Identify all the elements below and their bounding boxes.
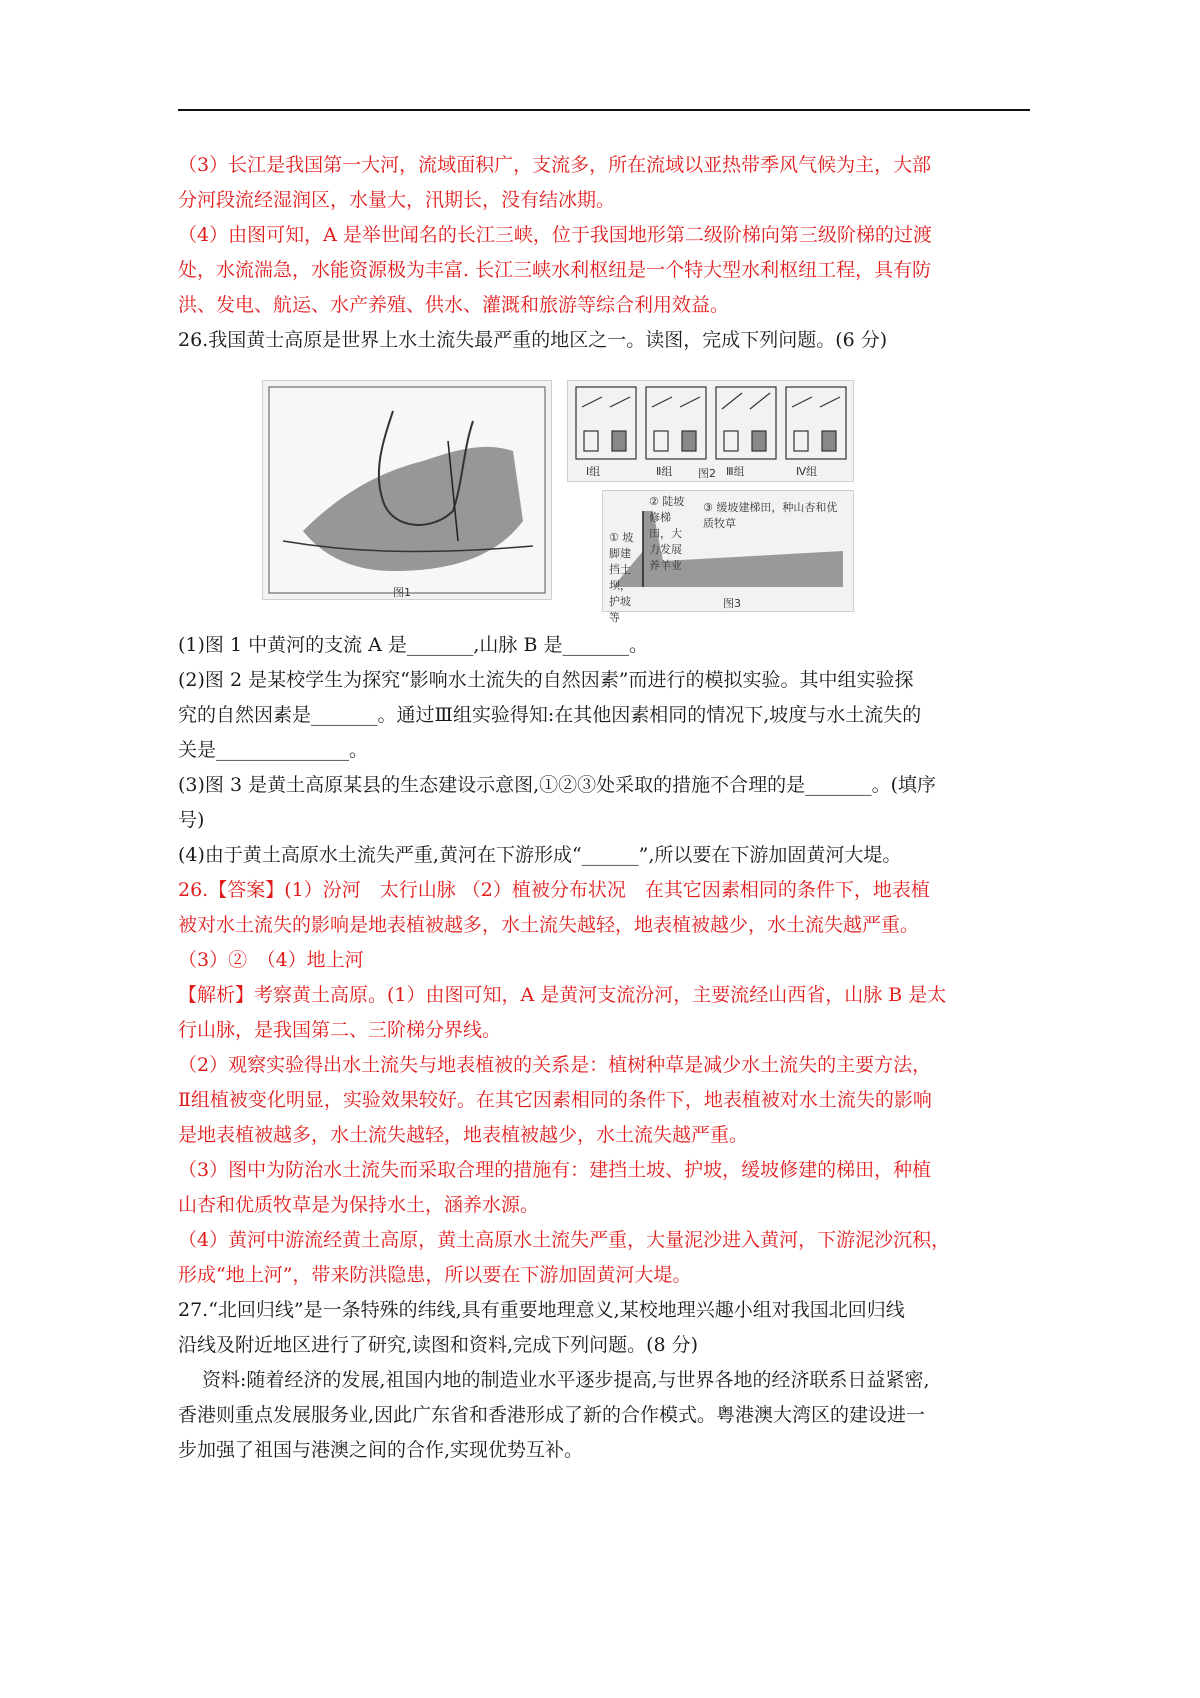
q26-part-2c: 关是______________。 — [178, 739, 369, 761]
line-2: 分河段流经湿润区，水量大，汛期长，没有结冰期。 — [178, 189, 616, 211]
answer-26-line-3: （3）② （4）地上河 — [178, 949, 364, 971]
material-line-1: 资料:随着经济的发展,祖国内地的制造业水平逐步提高,与世界各地的经济联系日益紧密, — [202, 1369, 930, 1391]
analysis-26-line-9: 形成“地上河”，带来防洪隐患，所以要在下游加固黄河大堤。 — [178, 1264, 692, 1286]
analysis-26-line-6: （3）图中为防治水土流失而采取合理的措施有：建挡土坡、护坡，缓坡修建的梯田，种植 — [178, 1159, 932, 1181]
q26-part-2b: 究的自然因素是_______。通过Ⅲ组实验得知:在其他因素相同的情况下,坡度与水土流失的 — [178, 704, 922, 726]
fig3-label-3: ③ 缓坡建梯田，种山杏和优质牧草 — [703, 501, 838, 530]
answer-26-line-2: 被对水土流失的影响是地表植被越多，水土流失越轻，地表植被越少，水土流失越严重。 — [178, 914, 920, 936]
analysis-26-line-1: 【解析】考察黄土高原。(1）由图可知，A 是黄河支流汾河，主要流经山西省，山脉 B 是太 — [178, 984, 947, 1006]
material-line-2: 香港则重点发展服务业,因此广东省和香港形成了新的合作模式。粤港澳大湾区的建设进一 — [178, 1404, 926, 1426]
line-3: （4）由图可知，A 是举世闻名的长江三峡，位于我国地形第二级阶梯向第三级阶梯的过渡 — [178, 224, 932, 246]
experiment-diagram — [568, 381, 853, 465]
fig2-group-3: Ⅲ组 — [726, 465, 745, 478]
fig2-group-1: Ⅰ组 — [586, 465, 601, 478]
analysis-26-line-5: 是地表植被越多，水土流失越轻，地表植被越少，水土流失越严重。 — [178, 1124, 749, 1146]
fig2-group-2: Ⅱ组 — [656, 465, 673, 478]
q26-part-2a: (2)图 2 是某校学生为探究“影响水土流失的自然因素”而进行的模拟实验。其中组实验探 — [178, 669, 914, 691]
line-4: 处，水流湍急，水能资源极为丰富. 长江三峡水利枢纽是一个特大型水利枢纽工程，具有防 — [178, 259, 932, 281]
figure-2-caption: 图2 — [698, 467, 716, 480]
loess-plateau-map — [263, 381, 551, 599]
fig3-label-2: ② 陡坡修梯田，大力发展养羊业 — [649, 495, 685, 572]
answer-26-line-1: 26.【答案】(1）汾河 太行山脉 （2）植被分布状况 在其它因素相同的条件下，地表植 — [178, 879, 930, 901]
analysis-26-line-8: （4）黄河中游流经黄土高原，黄土高原水土流失严重，大量泥沙进入黄河，下游泥沙沉积， — [178, 1229, 951, 1251]
line-5: 洪、发电、航运、水产养殖、供水、灌溉和旅游等综合利用效益。 — [178, 294, 730, 316]
header-rule — [178, 109, 1030, 111]
figure-3-caption: 图3 — [723, 597, 741, 610]
analysis-26-line-4: Ⅱ组植被变化明显，实验效果较好。在其它因素相同的条件下，地表植被对水土流失的影响 — [178, 1089, 932, 1111]
line-1: （3）长江是我国第一大河，流域面积广，支流多，所在流域以亚热带季风气候为主，大部 — [178, 154, 932, 176]
figure-1-caption: 图1 — [393, 586, 411, 599]
q26-part-1: (1)图 1 中黄河的支流 A 是_______,山脉 B 是_______。 — [178, 634, 648, 656]
question-27-line-2: 沿线及附近地区进行了研究,读图和资料,完成下列问题。(8 分) — [178, 1334, 699, 1356]
figure-1-map — [262, 380, 552, 600]
question-26: 26.我国黄士高原是世界上水土流失最严重的地区之一。读图，完成下列问题。(6 分) — [178, 329, 888, 351]
analysis-26-line-7: 山杏和优质牧草是为保持水土，涵养水源。 — [178, 1194, 540, 1216]
question-26-parts — [178, 628, 1030, 1468]
q26-part-4: (4)由于黄土高原水土流失严重,黄河在下游形成“______”,所以要在下游加固黄河大堤。 — [178, 844, 902, 866]
fig2-group-4: Ⅳ组 — [796, 465, 818, 478]
question-27-line-1: 27.“北回归线”是一条特殊的纬线,具有重要地理意义,某校地理兴趣小组对我国北回归线 — [178, 1299, 905, 1321]
answer-block-25 — [178, 148, 1030, 358]
material-line-3: 步加强了祖国与港澳之间的合作,实现优势互补。 — [178, 1439, 584, 1461]
figure-3-profile — [602, 490, 854, 624]
analysis-26-line-3: （2）观察实验得出水土流失与地表植被的关系是：植树种草是减少水土流失的主要方法， — [178, 1054, 932, 1076]
figure-2-experiment — [567, 380, 854, 482]
q26-part-3a: (3)图 3 是黄土高原某县的生态建设示意图,①②③处采取的措施不合理的是_______。(填序 — [178, 774, 937, 796]
q26-part-3b: 号) — [178, 809, 205, 831]
figures-26 — [262, 380, 942, 670]
fig3-label-1: ① 坡脚建挡土坝，护坡等 — [609, 531, 634, 624]
analysis-26-line-2: 行山脉，是我国第二、三阶梯分界线。 — [178, 1019, 502, 1041]
